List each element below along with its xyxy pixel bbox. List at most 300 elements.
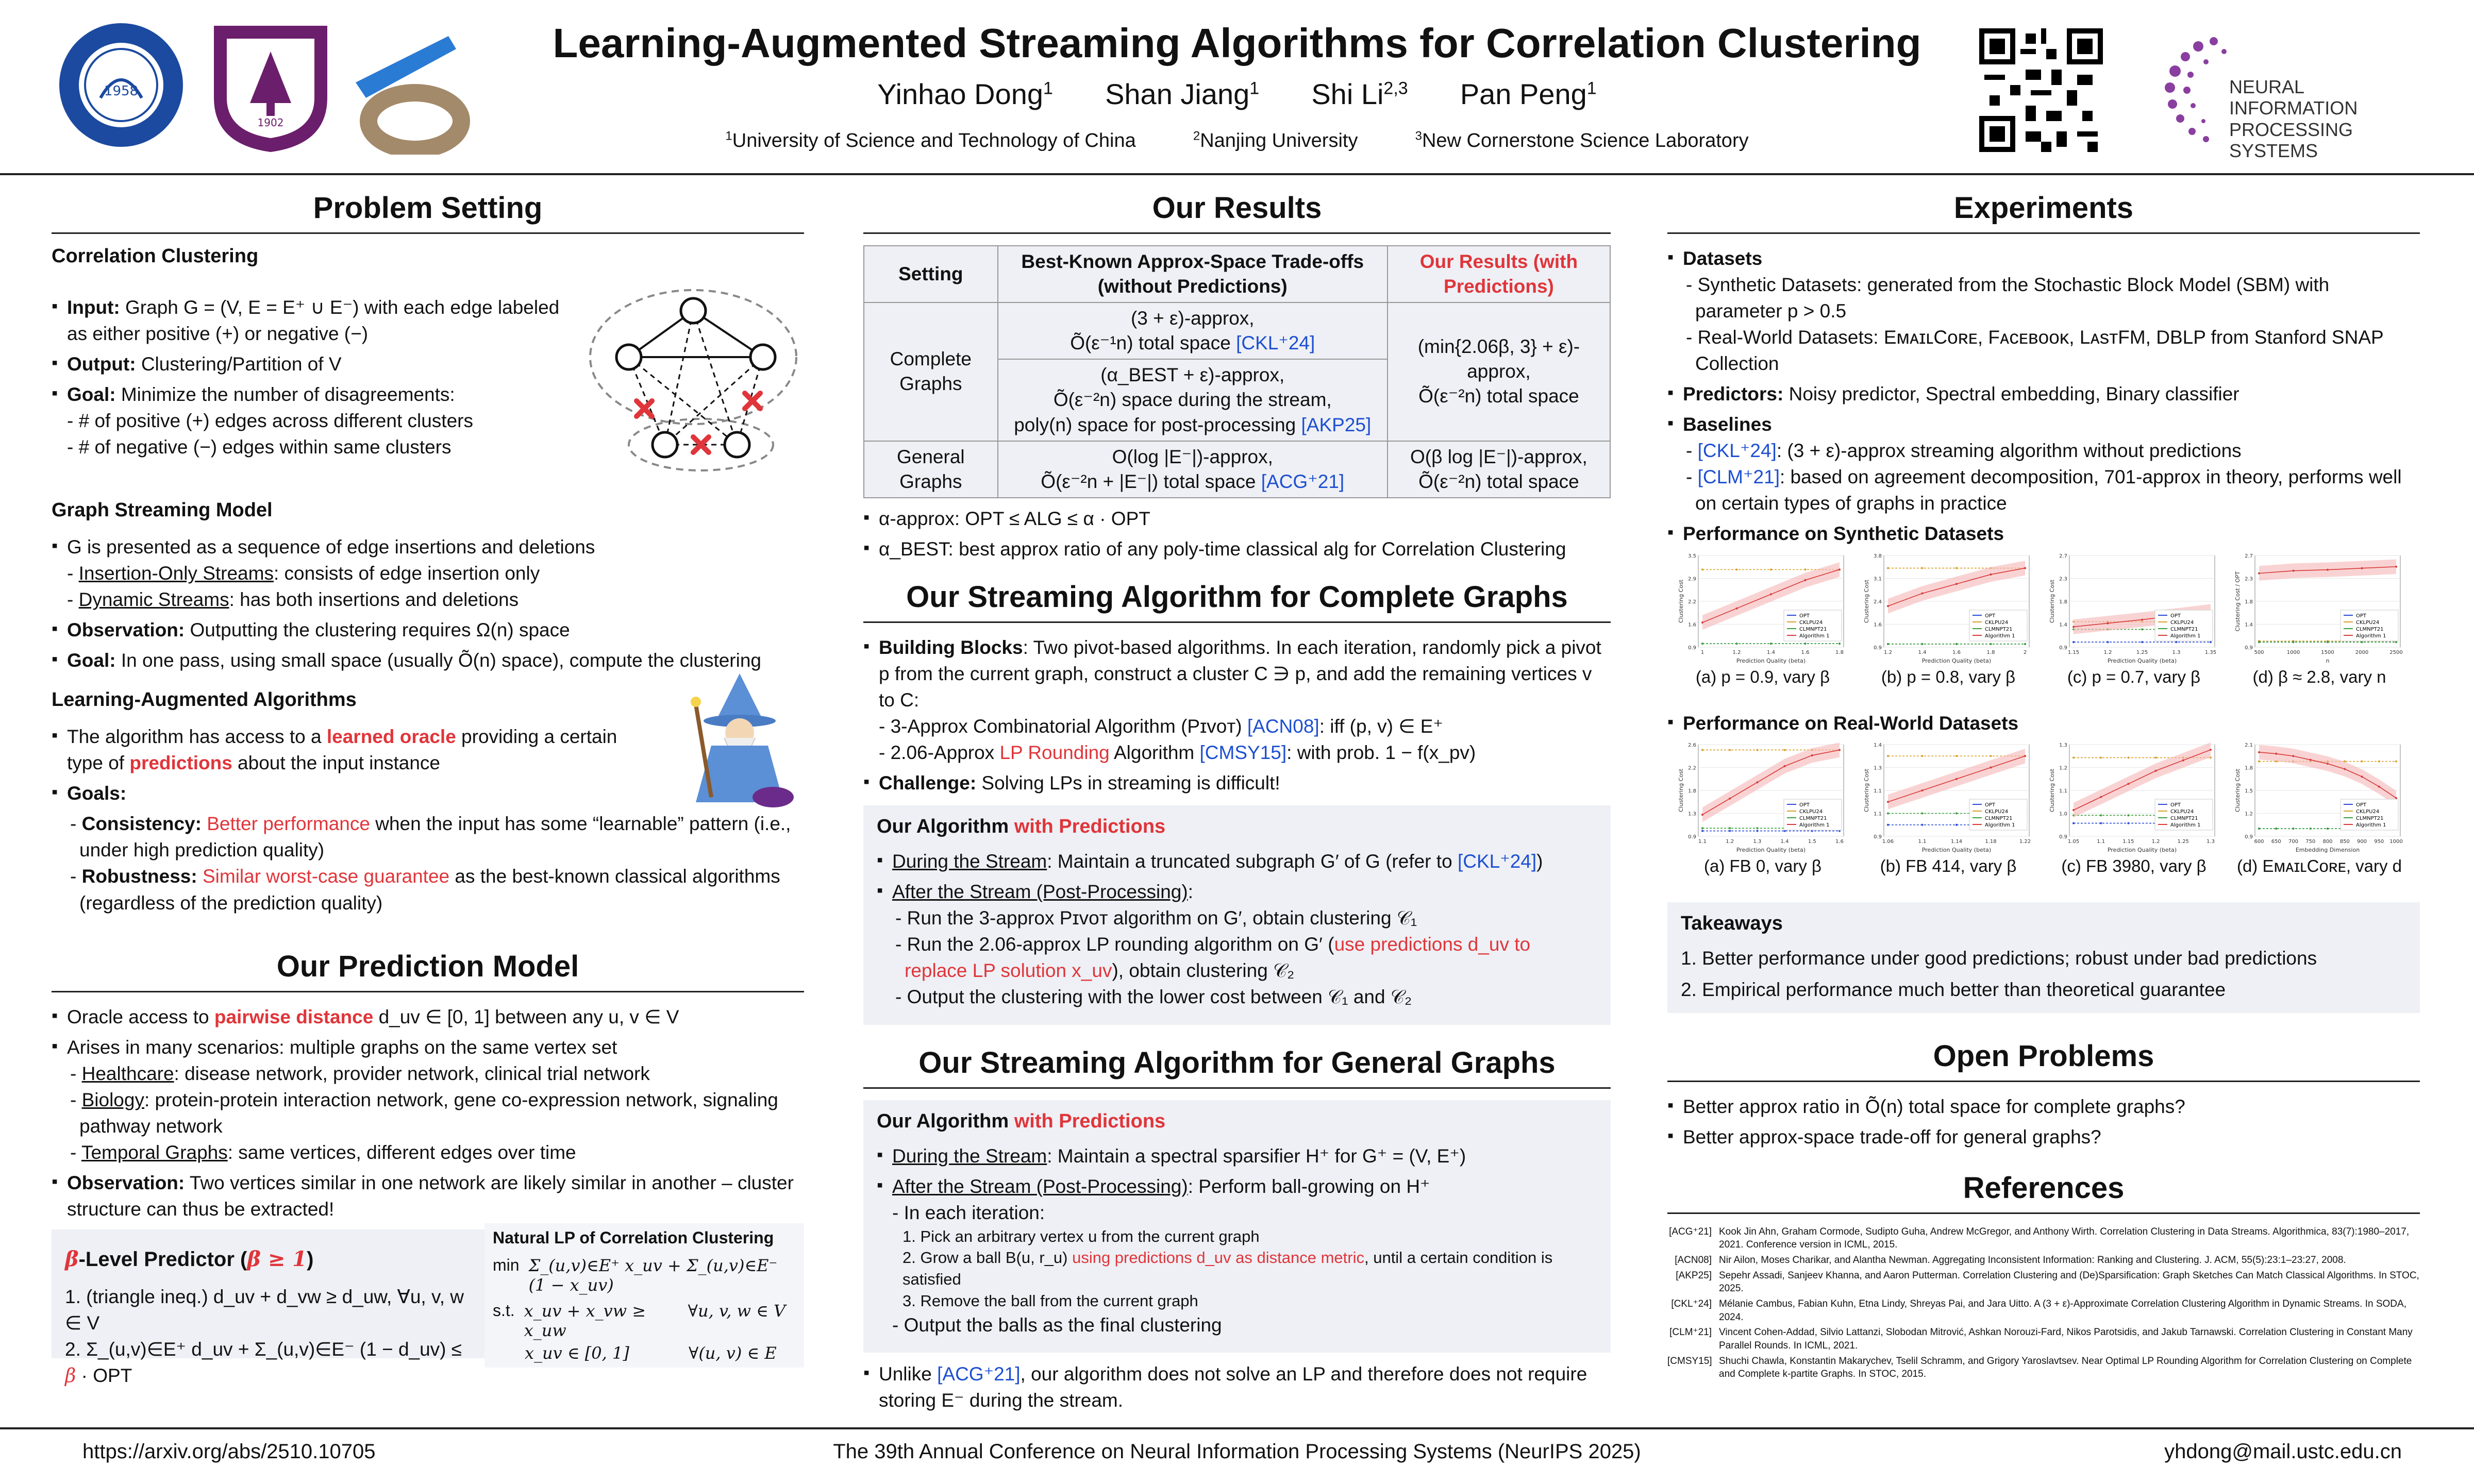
data-point	[1736, 643, 1738, 645]
chart-legend	[2341, 799, 2398, 830]
bullet: ▪ Observation: Two vertices similar in one network are likely similar in another – cluster structure can thus be extracted!	[67, 1170, 804, 1222]
data-point	[2378, 760, 2380, 762]
y-tick-label: 0.9	[2059, 834, 2067, 840]
y-tick-label: 1.3	[2059, 742, 2067, 748]
x-tick-label: 1.4	[1918, 649, 1927, 655]
data-point	[2310, 828, 2312, 830]
data-point	[2310, 758, 2312, 761]
line-chart	[1678, 740, 1848, 854]
bullet: ▪ During the Stream: Maintain a spectral sparsifier H⁺ for G⁺ = (V, E⁺)	[892, 1143, 1597, 1169]
data-point	[2107, 641, 2109, 643]
data-point	[2024, 643, 2026, 645]
data-point	[2100, 796, 2102, 798]
data-point	[2176, 641, 2178, 643]
y-tick-label: 1.8	[1688, 788, 1696, 794]
data-point	[1701, 643, 1703, 645]
data-point	[2127, 783, 2129, 785]
affiliation: $^1$University of Science and Technology of China	[725, 129, 1136, 151]
lab-logo	[345, 21, 474, 155]
line-chart	[2234, 551, 2404, 665]
beta-condition-2: 2. Σ_(u,v)∈E⁺ d_uv + Σ_(u,v)∈E⁻ (1 − d_uv) ≤ β · OPT	[65, 1339, 462, 1387]
takeaway: 2. Empirical performance much better than theoretical guarantee	[1681, 979, 2226, 1000]
line-chart	[1863, 551, 2033, 665]
data-point	[1887, 605, 1889, 607]
data-point	[2210, 749, 2212, 751]
x-tick-label: 1.15	[2122, 838, 2134, 845]
data-point	[2293, 755, 2295, 757]
x-tick-label: 1.1	[2097, 838, 2105, 845]
data-point	[1729, 797, 1731, 799]
legend-label: OPT	[2170, 613, 2181, 619]
data-point	[1770, 593, 1772, 595]
data-point	[1701, 621, 1703, 623]
figure-caption: (b) p = 0.8, vary β	[1881, 667, 2016, 686]
x-tick-label: 1.14	[1950, 838, 1963, 845]
data-point	[1990, 643, 1992, 645]
column-left	[52, 185, 804, 1417]
data-point	[2210, 641, 2212, 643]
legend-label: Algorithm 1	[1799, 822, 1830, 828]
y-axis-label: Clustering Cost	[2049, 579, 2055, 623]
data-point	[2258, 641, 2260, 643]
bullet: ▪ Arises in many scenarios: multiple graphs on the same vertex set - Healthcare: disease network, provider network, clinical trial network - Biology: protein-protein interaction network, gene co-expression network, signaling pathway network - Temporal Graphs: same vertices, different edges over time	[67, 1034, 804, 1166]
x-tick-label: 800	[2322, 838, 2333, 845]
box-title: Our Algorithm with Predictions	[877, 816, 1166, 838]
y-tick-label: 0.9	[1874, 834, 1882, 840]
legend-label: Algorithm 1	[1985, 822, 2015, 828]
y-tick-label: 3.1	[1874, 576, 1882, 582]
data-point	[2141, 618, 2143, 620]
data-point	[2361, 641, 2363, 643]
data-point	[1887, 755, 1889, 757]
data-point	[1921, 755, 1924, 757]
takeaways-box	[1667, 902, 2420, 1013]
lp-box: Natural LP of Correlation Clustering min Σ_(u,v)∈E⁺ x_uv + Σ_(u,v)∈E⁻ (1 − x_uv) s.t. x_uv + x_vw ≥ x_uw ∀u, v, w ∈ V x_uv ∈ [0, 1] ∀(u, v) ∈ E	[484, 1223, 804, 1368]
legend-label: OPT	[2356, 802, 2367, 808]
x-tick-label: 1000	[2389, 838, 2403, 845]
y-tick-label: 2.1	[2245, 742, 2253, 748]
x-tick-label: 1.5	[1808, 838, 1816, 845]
x-tick-label: 1.3	[2206, 838, 2215, 845]
affiliation-list	[515, 129, 1959, 152]
author: Shan Jiang$^1$	[1105, 78, 1260, 110]
chart-legend	[1784, 610, 1842, 641]
y-axis-label: Clustering Cost	[1863, 768, 1870, 812]
x-tick-label: 2	[2023, 649, 2027, 655]
x-tick-label: 1.2	[1884, 649, 1892, 655]
footer-divider	[0, 1427, 2474, 1429]
reference-item: [CMSY15] Shuchi Chawla, Konstantin Makarychev, Tselil Schramm, and Grigory Yaroslavtsev. Near Optimal LP Rounding Algorithm for Correlation Clustering on Complete and Complete k-partite Graphs. In STOC, 2015.	[1667, 1355, 2412, 1380]
data-point	[1838, 749, 1841, 751]
legend-label: CLMNPT21	[1799, 626, 1827, 632]
y-tick-label: 1.1	[1874, 811, 1882, 817]
data-point	[2327, 828, 2329, 830]
section-title: Our Prediction Model	[52, 944, 804, 992]
qr-code[interactable]	[1979, 28, 2103, 152]
line-chart	[2049, 551, 2219, 665]
figure-caption: (d) EᴍᴀɪʟCᴏʀᴇ, vary d	[2236, 856, 2402, 875]
x-tick-label: 1.2	[2103, 649, 2112, 655]
data-point	[2100, 756, 2102, 758]
x-tick-label: 1.4	[1780, 838, 1789, 845]
legend-label: CLMNPT21	[2356, 815, 2384, 821]
data-point	[2155, 756, 2157, 758]
data-point	[2395, 565, 2397, 567]
data-point	[1701, 568, 1703, 570]
y-tick-label: 2.6	[1688, 742, 1696, 748]
legend-label: CKLPU24	[1985, 808, 2009, 815]
line-chart	[2049, 740, 2219, 854]
y-tick-label: 1.0	[2059, 811, 2067, 817]
y-tick-label: 1.4	[2245, 622, 2253, 628]
bullet: ▪ The algorithm has access to a learned oracle providing a certain type of predictions about the input instance	[67, 723, 639, 776]
bullet: ▪ α_BEST: best approx ratio of any poly-time classical alg for Correlation Clustering	[879, 536, 1611, 562]
x-tick-label: 2000	[2355, 649, 2369, 655]
data-point	[1701, 830, 1703, 832]
data-point	[1921, 643, 1924, 645]
svg-text:1902: 1902	[257, 116, 284, 129]
data-point	[2024, 755, 2026, 757]
data-point	[2127, 814, 2129, 816]
legend-label: Algorithm 1	[2170, 633, 2201, 639]
legend-label: Algorithm 1	[2356, 633, 2386, 639]
data-point	[1955, 812, 1958, 814]
data-point	[2100, 814, 2102, 816]
data-point	[2141, 628, 2143, 630]
bullet: ▪ After the Stream (Post-Processing): - Run the 3-approx Pɪᴠᴏᴛ algorithm on G′, obtain clustering 𝒞₁ - Run the 2.06-approx LP rounding algorithm on G′ (use predictions d_uv to replace LP solution x_uv), obtain clustering 𝒞₂ - Output the clustering with the lower cost between 𝒞₁ and 𝒞₂	[892, 879, 1597, 1010]
y-tick-label: 0.9	[2245, 834, 2253, 840]
y-tick-label: 1.2	[2059, 765, 2067, 771]
y-tick-label: 2.4	[1874, 599, 1882, 605]
section-title: Our Streaming Algorithm for General Graphs	[863, 1040, 1611, 1089]
affiliation: $^3$New Cornerstone Science Laboratory	[1415, 129, 1749, 151]
data-point	[2127, 756, 2129, 758]
table-header: Setting	[864, 246, 998, 302]
x-tick-label: 900	[2356, 838, 2367, 845]
y-tick-label: 2.2	[1688, 599, 1696, 605]
data-point	[2361, 567, 2363, 569]
legend-label: OPT	[1985, 802, 1996, 808]
y-tick-label: 0.9	[2059, 645, 2067, 651]
y-tick-label: 1.4	[1874, 742, 1882, 748]
x-tick-label: 1.35	[2204, 649, 2217, 655]
data-point	[1804, 643, 1807, 645]
x-tick-label: 2500	[2389, 649, 2403, 655]
data-point	[1729, 830, 1731, 832]
data-point	[1701, 827, 1703, 829]
figure-caption: (b) FB 414, vary β	[1880, 856, 2017, 875]
table-row: Complete Graphs (3 + ε)-approx, Õ(ε⁻¹n) total space [CKL⁺24] (min{2.06β, 3} + ε)-approx, Õ(ε⁻²n) total space	[864, 302, 1610, 359]
bullet: ▪ Goal: In one pass, using small space (usually Õ(n) space), compute the clustering	[67, 647, 804, 673]
x-axis-label: Prediction Quality (beta)	[1921, 657, 1992, 664]
x-tick-label: 500	[2254, 649, 2264, 655]
x-tick-label: 850	[2339, 838, 2350, 845]
neurips-logo-text: NEURAL INFORMATION PROCESSING SYSTEMS	[2229, 76, 2358, 162]
data-point	[2155, 769, 2157, 771]
bullet: ▪ Observation: Outputting the clustering requires Ω(n) space	[67, 617, 804, 643]
chart-legend	[2155, 610, 2213, 641]
data-point	[2327, 568, 2329, 570]
y-tick-label: 0.9	[2245, 645, 2253, 651]
section-title: Problem Setting	[52, 185, 804, 234]
data-point	[2258, 828, 2260, 830]
data-point	[1811, 754, 1813, 756]
data-point	[1701, 749, 1703, 751]
y-axis-label: Clustering Cost	[2234, 768, 2241, 812]
neurips-dots-icon	[2162, 31, 2239, 149]
data-point	[1887, 567, 1889, 569]
poster-header	[0, 0, 2474, 175]
data-point	[2258, 760, 2260, 762]
x-tick-label: 1.1	[1698, 838, 1707, 845]
x-tick-label: 1.18	[1985, 838, 1997, 845]
data-point	[1887, 801, 1889, 803]
bullet: ▪ Baselines - [CKL⁺24]: (3 + ε)-approx streaming algorithm without predictions - [CLM⁺21]: based on agreement decomposition, 701-approx in theory, performs well on certain types of graphs in practice	[1683, 411, 2420, 516]
y-tick-label: 2.3	[2059, 576, 2067, 582]
legend-label: CLMNPT21	[1985, 626, 2013, 632]
bullet: ▪ Goals:	[67, 780, 639, 806]
y-tick-label: 2.2	[1688, 765, 1696, 771]
data-point	[2141, 641, 2143, 643]
data-point	[1756, 830, 1758, 832]
x-tick-label: 600	[2254, 838, 2264, 845]
section-title: Experiments	[1667, 185, 2420, 234]
reference-item: [CLM⁺21] Vincent Cohen-Addad, Silvio Lattanzi, Slobodan Mitrović, Ashkan Norouzi-Fard, Nikos Parotsidis, and Jakub Tarnawski. Correlation Clustering in Constant Many Parallel Rounds. In ICML, 2021.	[1669, 1327, 2413, 1351]
data-point	[1729, 827, 1731, 829]
data-point	[2258, 572, 2260, 574]
y-axis-label: Clustering Cost	[2049, 768, 2055, 812]
data-point	[1955, 823, 1958, 825]
data-point	[1838, 568, 1841, 570]
x-tick-label: 700	[2288, 838, 2299, 845]
author: Shi Li$^{2,3}$	[1311, 78, 1408, 110]
x-axis-label: Embedding Dimension	[2295, 846, 2360, 853]
x-axis-label: n	[2326, 657, 2330, 664]
reference-item: [CKL⁺24] Mélanie Cambus, Fabian Kuhn, Etna Lindy, Shreyas Pai, and Jara Uitto. A (3 + ε)-Approximate Correlation Clustering Algorithm in Dynamic Streams. In SODA, 2024.	[1671, 1298, 2406, 1323]
y-tick-label: 1.4	[2059, 622, 2067, 628]
subsection-title: Learning-Augmented Algorithms	[52, 689, 357, 711]
bullet: ▪ G is presented as a sequence of edge insertions and deletions - Insertion-Only Streams: consists of edge insertion only - Dynamic Streams: has both insertions and deletions	[67, 534, 804, 613]
bullet: ▪ During the Stream: Maintain a truncated subgraph G′ of G (refer to [CKL⁺24])	[892, 848, 1597, 874]
data-point	[1756, 781, 1758, 783]
figure-caption: (a) FB 0, vary β	[1703, 856, 1822, 875]
data-point	[2395, 641, 2397, 643]
x-axis-label: Prediction Quality (beta)	[2107, 657, 2177, 664]
x-tick-label: 1	[1700, 649, 1704, 655]
chart-legend	[1969, 799, 2027, 830]
bullet: ▪ Better approx-space trade-off for general graphs?	[1683, 1124, 2420, 1150]
x-axis-label: Prediction Quality (beta)	[1921, 846, 1992, 853]
bullet: ▪ Datasets - Synthetic Datasets: generated from the Stochastic Block Model (SBM) with parameter p > 0.5 - Real-World Datasets: EᴍᴀɪʟCᴏʀᴇ, Fᴀᴄᴇʙᴏᴏᴋ, LᴀsᴛFM, DBLP from Stanford SNAP Collection	[1683, 245, 2420, 377]
beta-predictor-box	[52, 1229, 484, 1387]
y-axis-label: Clustering Cost	[1678, 768, 1684, 812]
y-axis-label: Clustering Cost	[1678, 579, 1684, 623]
data-point	[1736, 607, 1738, 609]
data-point	[1784, 749, 1786, 751]
column-right	[1667, 185, 2420, 1417]
data-point	[1838, 643, 1841, 645]
x-axis-label: Prediction Quality (beta)	[1736, 657, 1806, 664]
y-tick-label: 2.9	[1688, 576, 1696, 582]
arxiv-link[interactable]: https://arxiv.org/abs/2510.10705	[82, 1440, 376, 1463]
x-tick-label: 1.8	[1835, 649, 1844, 655]
data-point	[1955, 778, 1958, 780]
x-tick-label: 650	[2271, 838, 2281, 845]
y-tick-label: 1.2	[2245, 811, 2253, 817]
data-point	[1770, 568, 1772, 570]
y-tick-label: 0.9	[1874, 645, 1882, 651]
data-point	[2293, 641, 2295, 643]
x-tick-label: 1.22	[2019, 838, 2031, 845]
poster-title: Learning-Augmented Streaming Algorithms for Correlation Clustering	[553, 20, 1921, 66]
goal-robustness: - Robustness: Similar worst-case guarantee as the best-known classical algorithms (regardless of the prediction quality)	[70, 866, 780, 914]
data-point	[2344, 768, 2346, 770]
data-point	[2024, 567, 2026, 569]
data-point	[1804, 579, 1807, 581]
x-tick-label: 1.2	[1726, 838, 1734, 845]
data-point	[2182, 759, 2184, 761]
y-tick-label: 0.9	[1688, 834, 1696, 840]
y-tick-label: 1.3	[1874, 765, 1882, 771]
data-point	[2293, 828, 2295, 830]
predictor-lp-block	[52, 1228, 804, 1387]
data-point	[1990, 766, 1992, 768]
bullet: ▪ Input: Graph G = (V, E = E⁺ ∪ E⁻) with each edge labeled as either positive (+) or negative (−)	[67, 294, 567, 347]
author-list	[515, 77, 1959, 111]
x-tick-label: 1.6	[1801, 649, 1810, 655]
data-point	[1990, 755, 1992, 757]
data-point	[2395, 797, 2397, 799]
y-tick-label: 2.3	[2245, 576, 2253, 582]
data-point	[2072, 641, 2075, 643]
subsection-title: Correlation Clustering	[52, 245, 259, 267]
chart-legend	[2155, 799, 2213, 830]
data-point	[2378, 785, 2380, 787]
x-tick-label: 1.4	[1767, 649, 1775, 655]
x-tick-label: 1.15	[2067, 649, 2080, 655]
legend-label: OPT	[1799, 802, 1810, 808]
table-row: (α_BEST + ε)-approx, Õ(ε⁻²n) space during the stream, poly(n) space for post-processing [AKP25]	[864, 359, 1610, 441]
data-point	[2072, 809, 2075, 811]
chart-legend	[1969, 610, 2027, 641]
legend-label: CKLPU24	[2356, 619, 2380, 626]
legend-label: CKLPU24	[1799, 808, 1823, 815]
section-title: Open Problems	[1667, 1034, 2420, 1082]
data-point	[2293, 569, 2295, 571]
y-tick-label: 1.6	[1688, 622, 1696, 628]
header-divider	[0, 173, 2474, 175]
data-point	[1701, 814, 1703, 816]
legend-label: OPT	[2170, 802, 2181, 808]
y-tick-label: 2.7	[2245, 553, 2253, 559]
legend-label: CKLPU24	[2356, 808, 2380, 815]
legend-label: CLMNPT21	[1985, 815, 2013, 821]
data-point	[2395, 760, 2397, 762]
y-tick-label: 1.8	[2245, 765, 2253, 771]
data-point	[1921, 567, 1924, 569]
legend-label: CLMNPT21	[2170, 815, 2198, 821]
x-tick-label: 1.3	[1753, 838, 1762, 845]
x-tick-label: 1000	[2286, 649, 2300, 655]
data-point	[1804, 568, 1807, 570]
legend-label: Algorithm 1	[2170, 822, 2201, 828]
bullet: ▪ Challenge: Solving LPs in streaming is difficult!	[879, 770, 1611, 796]
la-block	[52, 689, 804, 916]
bullet: ▪ Oracle access to pairwise distance d_uv ∈ [0, 1] between any u, v ∈ V	[67, 1004, 804, 1030]
data-point	[1990, 573, 1992, 575]
legend-label: OPT	[1799, 613, 1810, 619]
legend-label: Algorithm 1	[1985, 633, 2015, 639]
data-point	[1729, 749, 1731, 751]
figure-caption: (d) β ≈ 2.8, vary n	[2252, 667, 2386, 686]
x-tick-label: 1.05	[2067, 838, 2080, 845]
section-title: Our Streaming Algorithm for Complete Graphs	[863, 575, 1611, 623]
bullet: ▪ Better approx ratio in Õ(n) total space for complete graphs?	[1683, 1093, 2420, 1120]
data-point	[2361, 775, 2363, 778]
results-table	[863, 245, 1611, 498]
data-point	[1955, 755, 1958, 757]
legend-label: OPT	[1985, 613, 1996, 619]
bullet: ▪ Predictors: Noisy predictor, Spectral embedding, Binary classifier	[1683, 381, 2420, 407]
figure-caption: (a) p = 0.9, vary β	[1695, 667, 1830, 686]
data-point	[1887, 643, 1889, 645]
x-tick-label: 750	[2305, 838, 2316, 845]
data-point	[2100, 822, 2102, 824]
y-axis-label: Clustering Cost / OPT	[2234, 571, 2241, 631]
x-tick-label: 1.25	[2177, 838, 2189, 845]
nju-logo	[209, 21, 332, 155]
data-point	[1756, 749, 1758, 751]
box-title: Our Algorithm with Predictions	[877, 1110, 1166, 1132]
data-point	[1921, 823, 1924, 825]
y-tick-label: 1.5	[2245, 788, 2253, 794]
line-chart	[1863, 740, 2033, 854]
reference-item: [ACG⁺21] Kook Jin Ahn, Graham Cormode, Sudipto Guha, Andrew McGregor, and Anthony Wirth. Correlation Clustering in Data Streams. Algorithmica, 83(7):1980–2017, 2021. Conference version in ICML, 2015.	[1669, 1226, 2410, 1251]
beta-predictor-title: β-Level Predictor (β ≥ 1)	[65, 1246, 314, 1271]
poster-footer	[0, 1440, 2474, 1471]
subsection-title: Graph Streaming Model	[52, 499, 273, 521]
y-tick-label: 1.3	[1688, 811, 1696, 817]
beta-condition-1: 1. (triangle ineq.) d_uv + d_vw ≥ d_uw, ∀u, v, w ∈ V	[65, 1286, 464, 1334]
legend-label: Algorithm 1	[1799, 633, 1830, 639]
data-point	[1784, 765, 1786, 767]
section-title: References	[1667, 1166, 2420, 1214]
svg-text:1958: 1958	[104, 83, 139, 99]
bullet: ▪ Building Blocks: Two pivot-based algorithms. In each iteration, randomly pick a pivot p from the current graph, construct a cluster C ∋ p, and add the remaining vertices v to C: - 3-Approx Combinatorial Algorithm (Pɪᴠᴏᴛ) [ACN08]: iff (p, v) ∈ E⁺ - 2.06-Approx LP Rounding Algorithm [CMSY15]: with prob. 1 − f(x_pv)	[879, 634, 1611, 766]
general-algorithm-box	[863, 1100, 1611, 1353]
data-point	[2327, 763, 2329, 765]
legend-label: CKLPU24	[2170, 619, 2194, 626]
table-header: Best-Known Approx-Space Trade-offs (without Predictions)	[998, 246, 1388, 302]
y-tick-label: 1.8	[2059, 599, 2067, 605]
y-tick-label: 0.9	[1688, 645, 1696, 651]
x-tick-label: 1.6	[1835, 838, 1844, 845]
data-point	[2258, 751, 2260, 753]
data-point	[1921, 592, 1924, 594]
data-point	[2072, 756, 2075, 758]
data-point	[1955, 643, 1958, 645]
data-point	[1921, 812, 1924, 814]
reference-item: [AKP25] Sepehr Assadi, Sanjeev Khanna, and Aaron Putterman. Correlation Clustering and (De)Sparsification: Graph Sketches Can Match Classical Algorithms. In STOC, 2025.	[1676, 1270, 2419, 1294]
chart-legend	[2341, 610, 2398, 641]
figure-caption: (c) FB 3980, vary β	[2061, 856, 2206, 875]
legend-label: CKLPU24	[1985, 619, 2009, 626]
data-point	[1921, 789, 1924, 791]
contact-email[interactable]: yhdong@mail.ustc.edu.cn	[2164, 1440, 2402, 1463]
x-tick-label: 1500	[2321, 649, 2334, 655]
goal-consistency: - Consistency: Better performance when the input has some “learnable” pattern (i.e., under high prediction quality)	[70, 813, 791, 861]
real-world-plots	[1667, 740, 2420, 895]
